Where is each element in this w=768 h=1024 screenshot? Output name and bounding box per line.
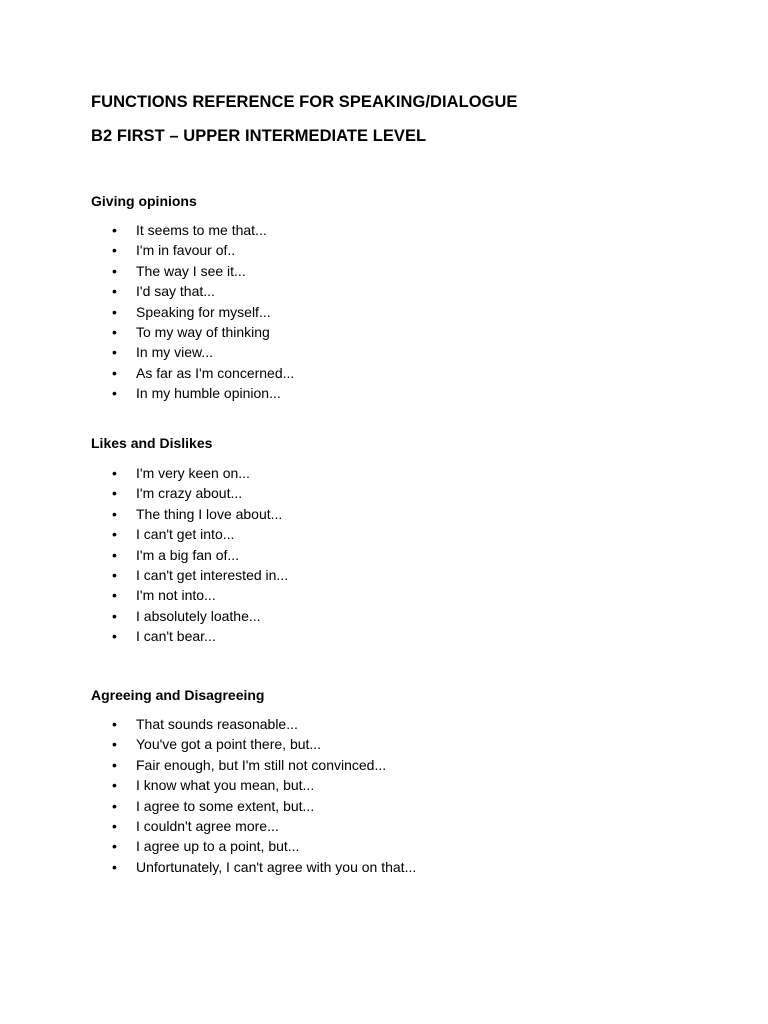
- bullet-icon: •: [112, 587, 117, 604]
- bullet-icon: •: [112, 385, 117, 402]
- bullet-icon: •: [112, 242, 117, 259]
- bullet-icon: •: [112, 505, 117, 522]
- bullet-icon: •: [112, 526, 117, 543]
- bullet-icon: •: [112, 756, 117, 773]
- bullet-icon: •: [112, 485, 117, 502]
- bullet-icon: •: [112, 736, 117, 753]
- bullet-icon: •: [112, 628, 117, 645]
- section-heading-agreeing-disagreeing: Agreeing and Disagreeing: [91, 687, 265, 703]
- section-heading-giving-opinions: Giving opinions: [91, 193, 197, 209]
- bullet-icon: •: [112, 323, 117, 340]
- section-heading-likes-dislikes: Likes and Dislikes: [91, 435, 213, 451]
- bullet-icon: •: [112, 465, 117, 481]
- bullet-icon: •: [112, 716, 117, 732]
- bullet-icon: •: [112, 364, 117, 381]
- bullet-icon: •: [112, 546, 117, 563]
- document-subtitle: B2 FIRST – UPPER INTERMEDIATE LEVEL: [91, 127, 427, 145]
- document-title: FUNCTIONS REFERENCE FOR SPEAKING/DIALOGUE: [91, 93, 518, 111]
- bullet-icon: •: [112, 817, 117, 834]
- bullet-icon: •: [112, 777, 117, 794]
- bullet-icon: •: [112, 838, 117, 855]
- bullet-icon: •: [112, 607, 117, 624]
- bullet-icon: •: [112, 566, 117, 583]
- bullet-icon: •: [112, 222, 117, 238]
- bullet-icon: •: [112, 344, 117, 361]
- bullet-icon: •: [112, 858, 117, 875]
- document-page: FUNCTIONS REFERENCE FOR SPEAKING/DIALOGUE B2 FIRST – UPPER INTERMEDIATE LEVEL Giving opinions • It seems to me that... • I'm in favour of.. • The way I see it... • I'd say that... • Speaking for myself... • To my way of thinking • In my view... • As far as I'm concerned... • In my humble opinion... Likes and Dislikes • I'm very keen on... • I'm crazy about... • The thing I love about... • I can't get into... • I'm a big fan of... • I can't get interested in... • I'm not into... • I absolutely loathe... • I can't bear... Agreeing and Disagreeing • That sounds reasonable... • You've got a point there, but... • Fair enough, but I'm still not convinced... • I know what you mean, but... • I agree to some extent, but... • I couldn't agree more... • I agree up to a point, but... • Unfortunately, I can't agree with you on that...: [0, 0, 768, 1024]
- bullet-icon: •: [112, 303, 117, 320]
- bullet-icon: •: [112, 262, 117, 279]
- bullet-icon: •: [112, 283, 117, 300]
- bullet-icon: •: [112, 797, 117, 814]
